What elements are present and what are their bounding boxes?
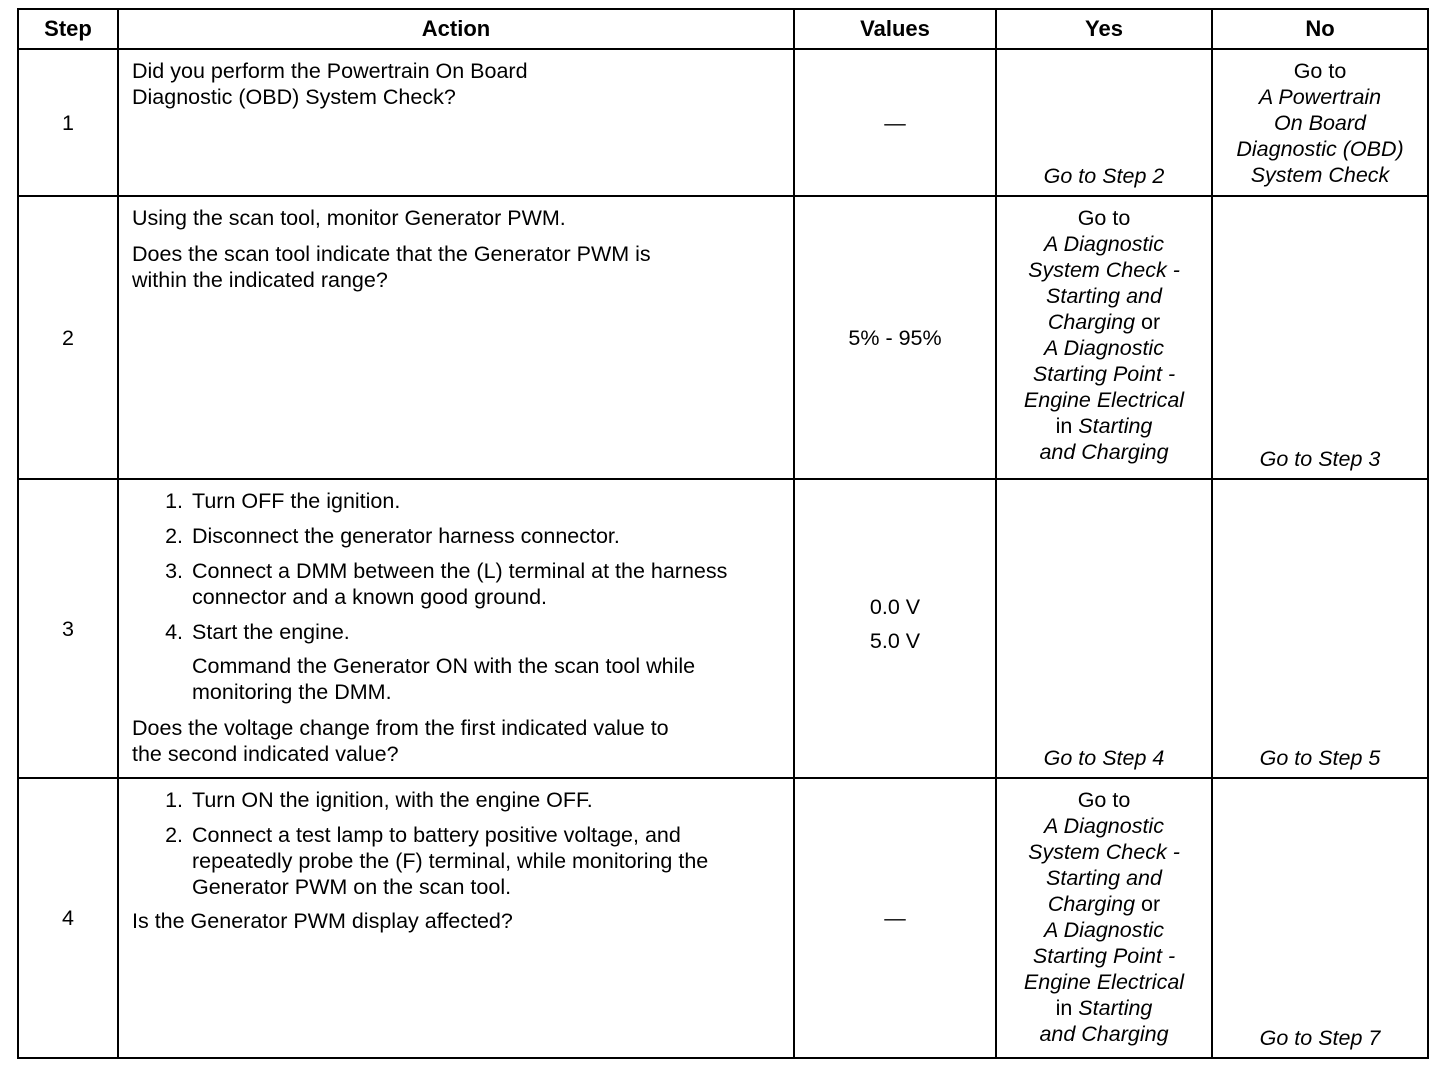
values-cell: 5% - 95%	[794, 196, 996, 479]
reference-link-text: Starting and	[1046, 866, 1162, 890]
values-cell	[794, 479, 996, 778]
reference-link-text: Engine Electrical	[1023, 970, 1185, 994]
list-item: 2. Connect a test lamp to battery positive voltage, and repeatedly probe the (F) terminal, while monitoring the Generator PWM on the scan tool.	[189, 822, 783, 900]
action-sub-instruction	[189, 653, 783, 705]
diagnostic-table	[17, 8, 1429, 1059]
header-step: Step	[18, 9, 118, 49]
action-cell	[118, 49, 794, 196]
value-first: 0.0 V	[869, 594, 921, 619]
reference-link-text: Starting Point -	[1032, 362, 1176, 386]
action-steps-list	[132, 787, 783, 900]
no-cell: Go to Step 5	[1212, 479, 1428, 778]
action-question-line: within the indicated range?	[132, 268, 388, 292]
no-cell: Go to Step 3	[1212, 196, 1428, 479]
list-item: 1. Turn ON the ignition, with the engine OFF.	[189, 787, 783, 813]
reference-link-text: Starting Point -	[1032, 944, 1176, 968]
value-second: 5.0 V	[869, 628, 921, 653]
reference-link-text: System Check -	[1028, 258, 1180, 282]
header-row	[18, 9, 1428, 49]
step-number: 3	[18, 479, 118, 778]
action-question-line: Does the voltage change from the first indicated value to	[132, 716, 669, 740]
list-item: 3. Connect a DMM between the (L) terminal at the harness connector and a known good ground.	[189, 558, 783, 610]
action-question: Is the Generator PWM display affected?	[132, 909, 513, 933]
yes-cell: Go to Step 4	[996, 479, 1212, 778]
yes-cell	[996, 778, 1212, 1058]
action-question	[132, 241, 783, 293]
action-question-line: the second indicated value?	[132, 742, 399, 766]
table-row	[18, 196, 1428, 479]
action-question	[132, 715, 783, 767]
reference-link-text: Charging	[1047, 310, 1136, 334]
values-cell: —	[794, 778, 996, 1058]
action-text: Using the scan tool, monitor Generator PWM.	[132, 206, 566, 230]
table-row	[18, 479, 1428, 778]
reference-link-text: Diagnostic (OBD)	[1236, 137, 1404, 161]
reference-link-text: Starting	[1078, 996, 1153, 1020]
action-cell	[118, 196, 794, 479]
header-yes: Yes	[996, 9, 1212, 49]
list-item: 4. Start the engine.	[189, 619, 783, 645]
action-text: Diagnostic (OBD) System Check?	[132, 85, 456, 109]
reference-link-text: A Diagnostic	[1044, 232, 1164, 256]
reference-link-text: System Check	[1250, 163, 1390, 187]
reference-link-text: Engine Electrical	[1023, 388, 1185, 412]
reference-link-text: and Charging	[1039, 440, 1169, 464]
table-row	[18, 49, 1428, 196]
go-to-prefix: Go to	[1077, 788, 1131, 812]
no-cell: Go to Step 7	[1212, 778, 1428, 1058]
reference-link-text: On Board	[1273, 111, 1367, 135]
step-number: 1	[18, 49, 118, 196]
reference-link-text: A Diagnostic	[1044, 336, 1164, 360]
go-to-prefix: Go to	[1077, 206, 1131, 230]
action-question-line: Does the scan tool indicate that the Generator PWM is	[132, 242, 651, 266]
sub-line: monitoring the DMM.	[192, 680, 392, 704]
step-number: 4	[18, 778, 118, 1058]
no-cell	[1212, 49, 1428, 196]
reference-link-text: and Charging	[1039, 1022, 1169, 1046]
header-action: Action	[118, 9, 794, 49]
yes-cell: Go to Step 2	[996, 49, 1212, 196]
list-item: 1. Turn OFF the ignition.	[189, 488, 783, 514]
go-to-prefix: Go to	[1293, 59, 1347, 83]
reference-link-text: Starting	[1078, 414, 1153, 438]
reference-link-text: Charging	[1047, 892, 1136, 916]
reference-link-text: A Powertrain	[1258, 85, 1382, 109]
action-text: Did you perform the Powertrain On Board	[132, 59, 528, 83]
table-row	[18, 778, 1428, 1058]
or-connector: or	[1135, 310, 1161, 334]
step-number: 2	[18, 196, 118, 479]
in-connector: in	[1055, 414, 1079, 438]
in-connector: in	[1055, 996, 1079, 1020]
reference-link-text: System Check -	[1028, 840, 1180, 864]
reference-link-text: Starting and	[1046, 284, 1162, 308]
or-connector: or	[1135, 892, 1161, 916]
sub-line: Command the Generator ON with the scan tool while	[192, 654, 696, 678]
list-item: 2. Disconnect the generator harness connector.	[189, 523, 783, 549]
values-cell: —	[794, 49, 996, 196]
header-no: No	[1212, 9, 1428, 49]
yes-cell	[996, 196, 1212, 479]
action-cell	[118, 778, 794, 1058]
reference-link-text: A Diagnostic	[1044, 814, 1164, 838]
action-steps-list	[132, 488, 783, 645]
reference-link-text: A Diagnostic	[1044, 918, 1164, 942]
header-values: Values	[794, 9, 996, 49]
action-cell	[118, 479, 794, 778]
